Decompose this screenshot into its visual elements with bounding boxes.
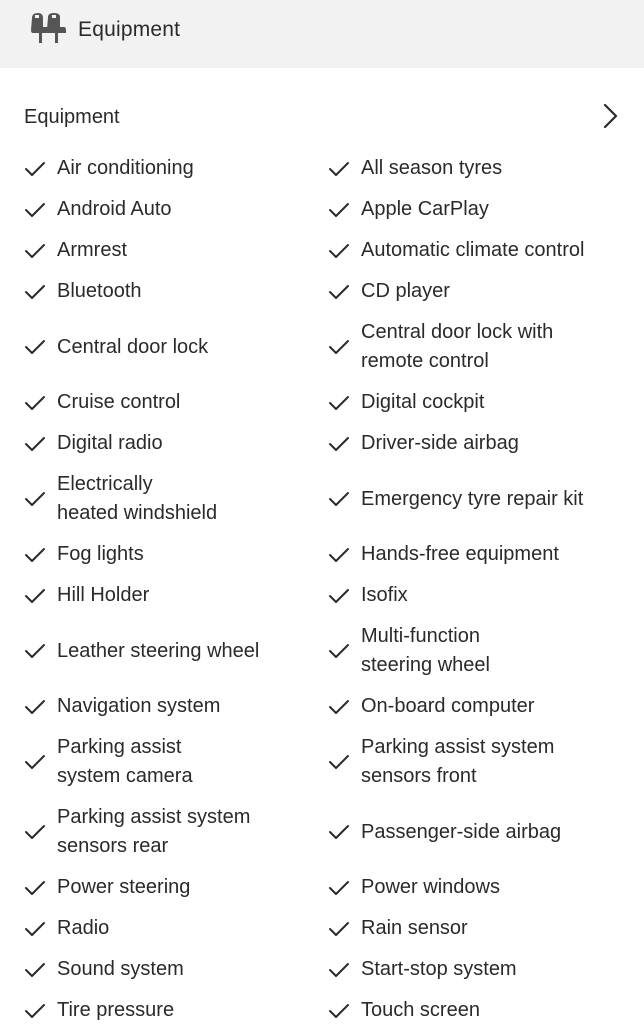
chevron-right-icon[interactable] [598, 103, 622, 129]
checkmark-icon [24, 879, 46, 897]
checkmark-icon [328, 242, 350, 260]
equipment-label: Air conditioning [57, 157, 194, 179]
checkmark-icon [328, 587, 350, 605]
equipment-item [0, 230, 304, 271]
equipment-item [304, 867, 644, 908]
equipment-label: Electrically heated windshield [57, 473, 218, 524]
checkmark-icon [24, 242, 46, 260]
equipment-label: Leather steering wheel [57, 639, 260, 662]
equipment-label: Passenger-side airbag [361, 820, 562, 843]
checkmark-icon [328, 201, 350, 219]
equipment-item [304, 382, 644, 423]
equipment-item [0, 990, 304, 1031]
equipment-label: Power steering [57, 876, 191, 898]
equipment-item [0, 423, 304, 464]
equipment-item [0, 727, 304, 797]
checkmark-icon [328, 283, 350, 301]
checkmark-icon [328, 879, 350, 897]
equipment-item [304, 148, 644, 189]
checkmark-icon [24, 435, 46, 453]
equipment-label: Fog lights [57, 543, 144, 565]
equipment-item [304, 616, 644, 686]
equipment-item [304, 797, 644, 867]
checkmark-icon [328, 160, 350, 178]
equipment-item [304, 464, 644, 534]
equipment-item [304, 189, 644, 230]
checkmark-icon [24, 201, 46, 219]
equipment-item [0, 189, 304, 230]
equipment-item [0, 575, 304, 616]
equipment-item [0, 949, 304, 990]
equipment-label: Start-stop system [361, 958, 517, 980]
header-title: Equipment [78, 18, 181, 41]
equipment-label: Radio [57, 917, 110, 939]
section-header [0, 0, 644, 68]
equipment-item [304, 908, 644, 949]
section-title: Equipment [24, 106, 120, 128]
checkmark-icon [24, 1002, 46, 1020]
equipment-label: Central door lock with remote control [361, 321, 554, 372]
car-seat-icon [28, 12, 66, 46]
checkmark-icon [328, 961, 350, 979]
equipment-label: On-board computer [361, 695, 535, 717]
equipment-item [304, 271, 644, 312]
equipment-item [304, 686, 644, 727]
checkmark-icon [328, 394, 350, 412]
equipment-label: Rain sensor [361, 917, 468, 939]
equipment-item [0, 464, 304, 534]
equipment-label: Sound system [57, 958, 184, 980]
equipment-item [304, 727, 644, 797]
equipment-label: Hands-free equipment [361, 543, 559, 565]
checkmark-icon [328, 642, 350, 660]
checkmark-icon [328, 698, 350, 716]
equipment-section-link[interactable] [0, 96, 644, 136]
equipment-item [0, 686, 304, 727]
equipment-item [0, 616, 304, 686]
checkmark-icon [24, 490, 46, 508]
equipment-label: Driver-side airbag [361, 432, 519, 454]
equipment-label: Navigation system [57, 695, 221, 717]
equipment-label: Bluetooth [57, 280, 142, 302]
checkmark-icon [24, 160, 46, 178]
checkmark-icon [328, 920, 350, 938]
equipment-list [0, 148, 644, 1031]
checkmark-icon [328, 546, 350, 564]
equipment-item [304, 423, 644, 464]
equipment-item [304, 230, 644, 271]
equipment-label: Digital cockpit [361, 391, 485, 413]
equipment-item [0, 271, 304, 312]
equipment-item [0, 908, 304, 949]
equipment-label: Automatic climate control [361, 239, 585, 261]
checkmark-icon [328, 490, 350, 508]
checkmark-icon [24, 587, 46, 605]
equipment-label: Isofix [361, 584, 408, 606]
equipment-item [0, 797, 304, 867]
checkmark-icon [328, 823, 350, 841]
equipment-item [0, 312, 304, 382]
checkmark-icon [328, 1002, 350, 1020]
equipment-label: Cruise control [57, 391, 181, 413]
equipment-item [0, 382, 304, 423]
equipment-item [304, 312, 644, 382]
equipment-label: Hill Holder [57, 584, 150, 606]
equipment-label: Armrest [57, 239, 127, 261]
checkmark-icon [24, 961, 46, 979]
checkmark-icon [24, 642, 46, 660]
equipment-label: Digital radio [57, 432, 163, 454]
checkmark-icon [24, 753, 46, 771]
checkmark-icon [24, 338, 46, 356]
equipment-item [304, 949, 644, 990]
checkmark-icon [24, 823, 46, 841]
equipment-item [304, 575, 644, 616]
checkmark-icon [24, 283, 46, 301]
equipment-label: Parking assist system sensors rear [57, 806, 251, 857]
equipment-item [0, 148, 304, 189]
checkmark-icon [24, 698, 46, 716]
equipment-label: Central door lock [57, 335, 209, 358]
equipment-label: Touch screen [361, 999, 480, 1021]
equipment-label: Power windows [361, 876, 500, 898]
equipment-label: Multi-function steering wheel [361, 625, 490, 676]
equipment-item [0, 867, 304, 908]
equipment-item [304, 534, 644, 575]
equipment-label: CD player [361, 280, 450, 302]
equipment-item [304, 990, 644, 1031]
checkmark-icon [328, 435, 350, 453]
equipment-label: Emergency tyre repair kit [361, 487, 584, 510]
equipment-label: Tire pressure [57, 999, 175, 1021]
checkmark-icon [24, 920, 46, 938]
checkmark-icon [24, 546, 46, 564]
equipment-label: Android Auto [57, 198, 172, 220]
equipment-label: Apple CarPlay [361, 198, 489, 220]
equipment-label: Parking assist system camera [57, 736, 193, 787]
equipment-label: All season tyres [361, 157, 503, 179]
equipment-item [0, 534, 304, 575]
checkmark-icon [24, 394, 46, 412]
equipment-label: Parking assist system sensors front [361, 736, 555, 787]
checkmark-icon [328, 338, 350, 356]
checkmark-icon [328, 753, 350, 771]
